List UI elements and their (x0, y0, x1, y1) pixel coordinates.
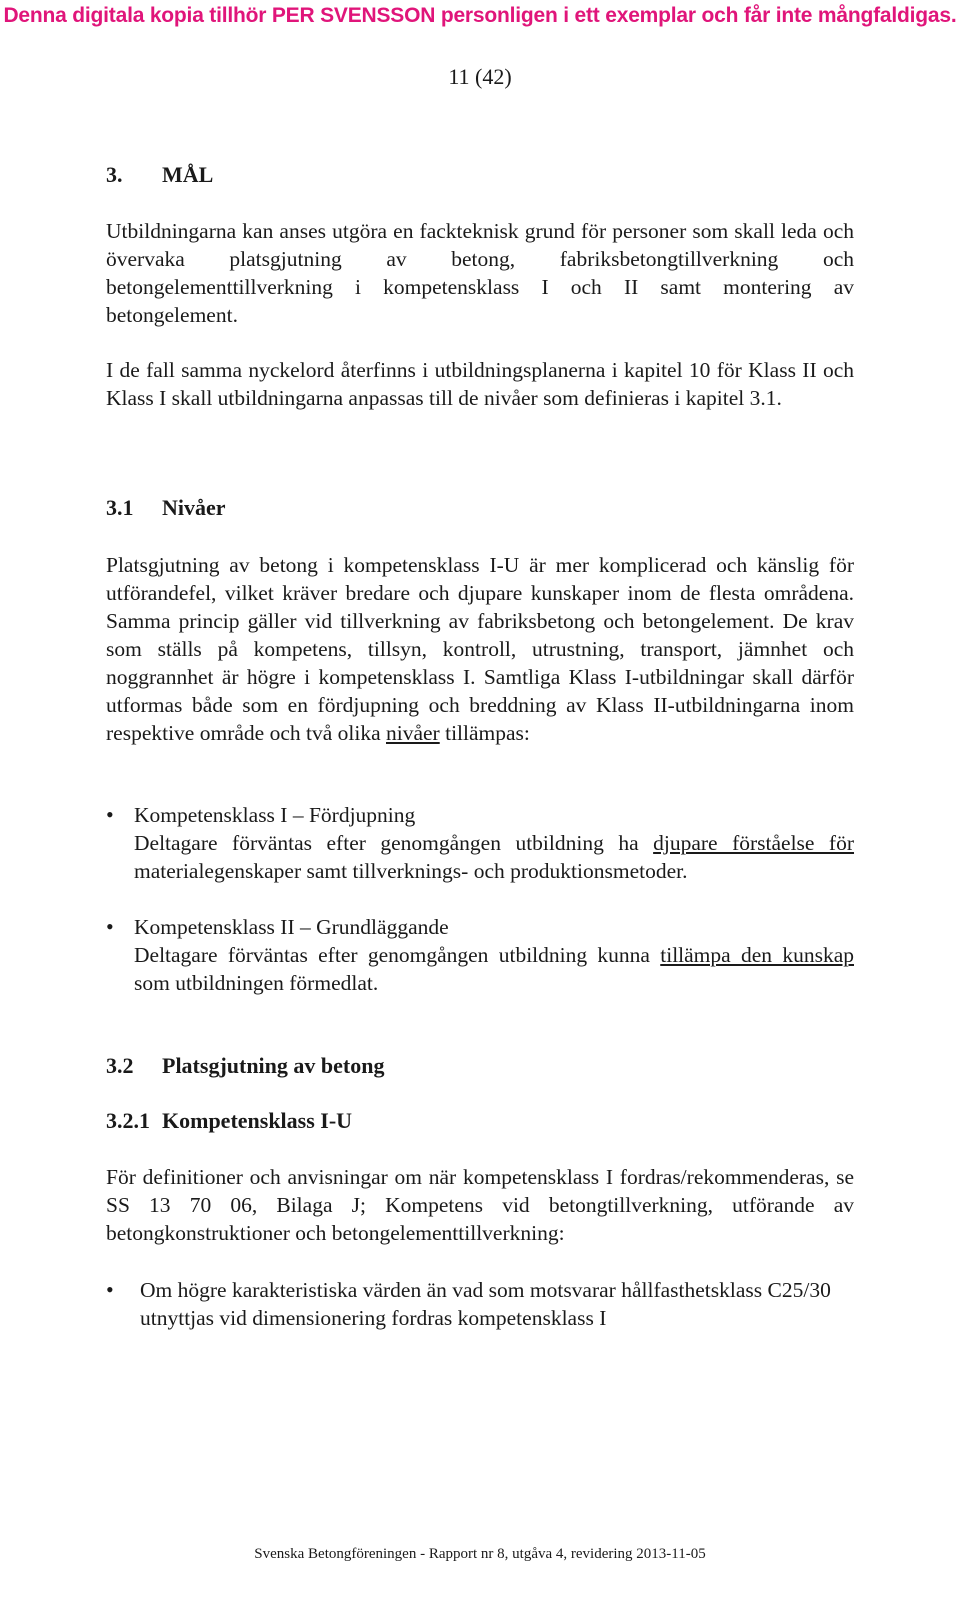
page-footer: Svenska Betongföreningen - Rapport nr 8, utgåva 4, revidering 2013-11-05 (254, 1546, 706, 1562)
section-3-2-heading (106, 1053, 854, 1079)
requirement-bullet (106, 1276, 854, 1332)
level-bullet-2 (106, 913, 854, 997)
bullet-icon: • (106, 1277, 114, 1302)
section-3-1-number: 3.1 (106, 495, 134, 520)
level-bullet-1-text-start: Deltagare förväntas efter genomgången utbildning ha (134, 831, 654, 855)
level-bullet-1-content (134, 801, 854, 885)
section-3-1-paragraph-end: tillämpas: (439, 721, 530, 745)
level-bullet-1-title: Kompetensklass I – Fördjupning (134, 803, 416, 827)
section-3-2-number: 3.2 (106, 1053, 134, 1078)
level-bullet-1-text-end: materialegenskaper samt tillverknings- och produktionsmetoder. (134, 859, 688, 883)
level-bullet-2-text-end: som utbildningen förmedlat. (134, 971, 379, 995)
section-3-1-heading (106, 495, 854, 521)
section-3-number: 3. (106, 162, 123, 187)
section-3-paragraph-1: Utbildningarna kan anses utgöra en fackteknisk grund för personer som skall leda och övervaka platsgjutning av betong, fabriksbetongtillverkning och betongelementtillverkning i kompetensklass I och II samt montering av betongelement. (106, 219, 854, 327)
page-number: 11 (42) (448, 64, 512, 89)
bullet-icon: • (106, 914, 114, 939)
level-bullet-2-text-start: Deltagare förväntas efter genomgången utbildning kunna (134, 943, 661, 967)
level-bullet-2-title: Kompetensklass II – Grundläggande (134, 915, 449, 939)
section-3-1-underlined-term: nivåer (386, 721, 440, 745)
requirement-bullet-text: Om högre karakteristiska värden än vad som motsvarar hållfasthetsklass C25/30 utnyttjas vid dimensionering fordras kompetensklass I (140, 1278, 831, 1330)
section-3-2-1-paragraph: För definitioner och anvisningar om när kompetensklass I fordras/rekommenderas, se SS 13 70 06, Bilaga J; Kompetens vid betongtillverkning, utförande av betongkonstruktioner och betongelementtillverkning: (106, 1165, 854, 1245)
copyright-watermark: Denna digitala kopia tillhör PER SVENSSON personligen i ett exemplar och får inte mångfaldigas. (3, 4, 957, 27)
level-bullet-1 (106, 801, 854, 885)
section-3-1-title: Nivåer (162, 495, 226, 520)
level-bullet-2-content (134, 913, 854, 997)
section-3-2-title: Platsgjutning av betong (162, 1053, 385, 1078)
section-3-1-paragraph-start: Platsgjutning av betong i kompetensklass I-U är mer komplicerad och känslig för utförandefel, vilket kräver bredare och djupare kunskaper inom de flesta områdena. Samma princip gäller vid tillverkning av fabriksbetong och betongelement. De krav som ställs på kompetens, tillsyn, kontroll, utrustning, transport, jämnhet och noggrannhet är högre i kompetensklass I. Samtliga Klass I-utbildningar skall därför utformas både som en fördjupning och breddning av Klass II-utbildningarna inom respektive område och två olika (106, 553, 854, 745)
section-3-2-1-number: 3.2.1 (106, 1108, 150, 1133)
section-3-paragraph-2: I de fall samma nyckelord återfinns i utbildningsplanerna i kapitel 10 för Klass II och Klass I skall utbildningarna anpassas till de nivåer som definieras i kapitel 3.1. (106, 358, 854, 410)
bullet-icon: • (106, 802, 114, 827)
section-3-2-1-title: Kompetensklass I-U (162, 1108, 353, 1133)
section-3-1-paragraph (106, 551, 854, 747)
level-bullet-2-text (134, 941, 854, 997)
level-bullet-1-text (134, 829, 854, 885)
level-bullet-2-underlined: tillämpa den kunskap (660, 943, 854, 967)
level-bullet-1-underlined: djupare förståelse för (653, 831, 855, 855)
section-3-title: MÅL (162, 162, 214, 187)
section-3-heading (106, 162, 854, 188)
section-3-2-1-heading (106, 1108, 854, 1134)
